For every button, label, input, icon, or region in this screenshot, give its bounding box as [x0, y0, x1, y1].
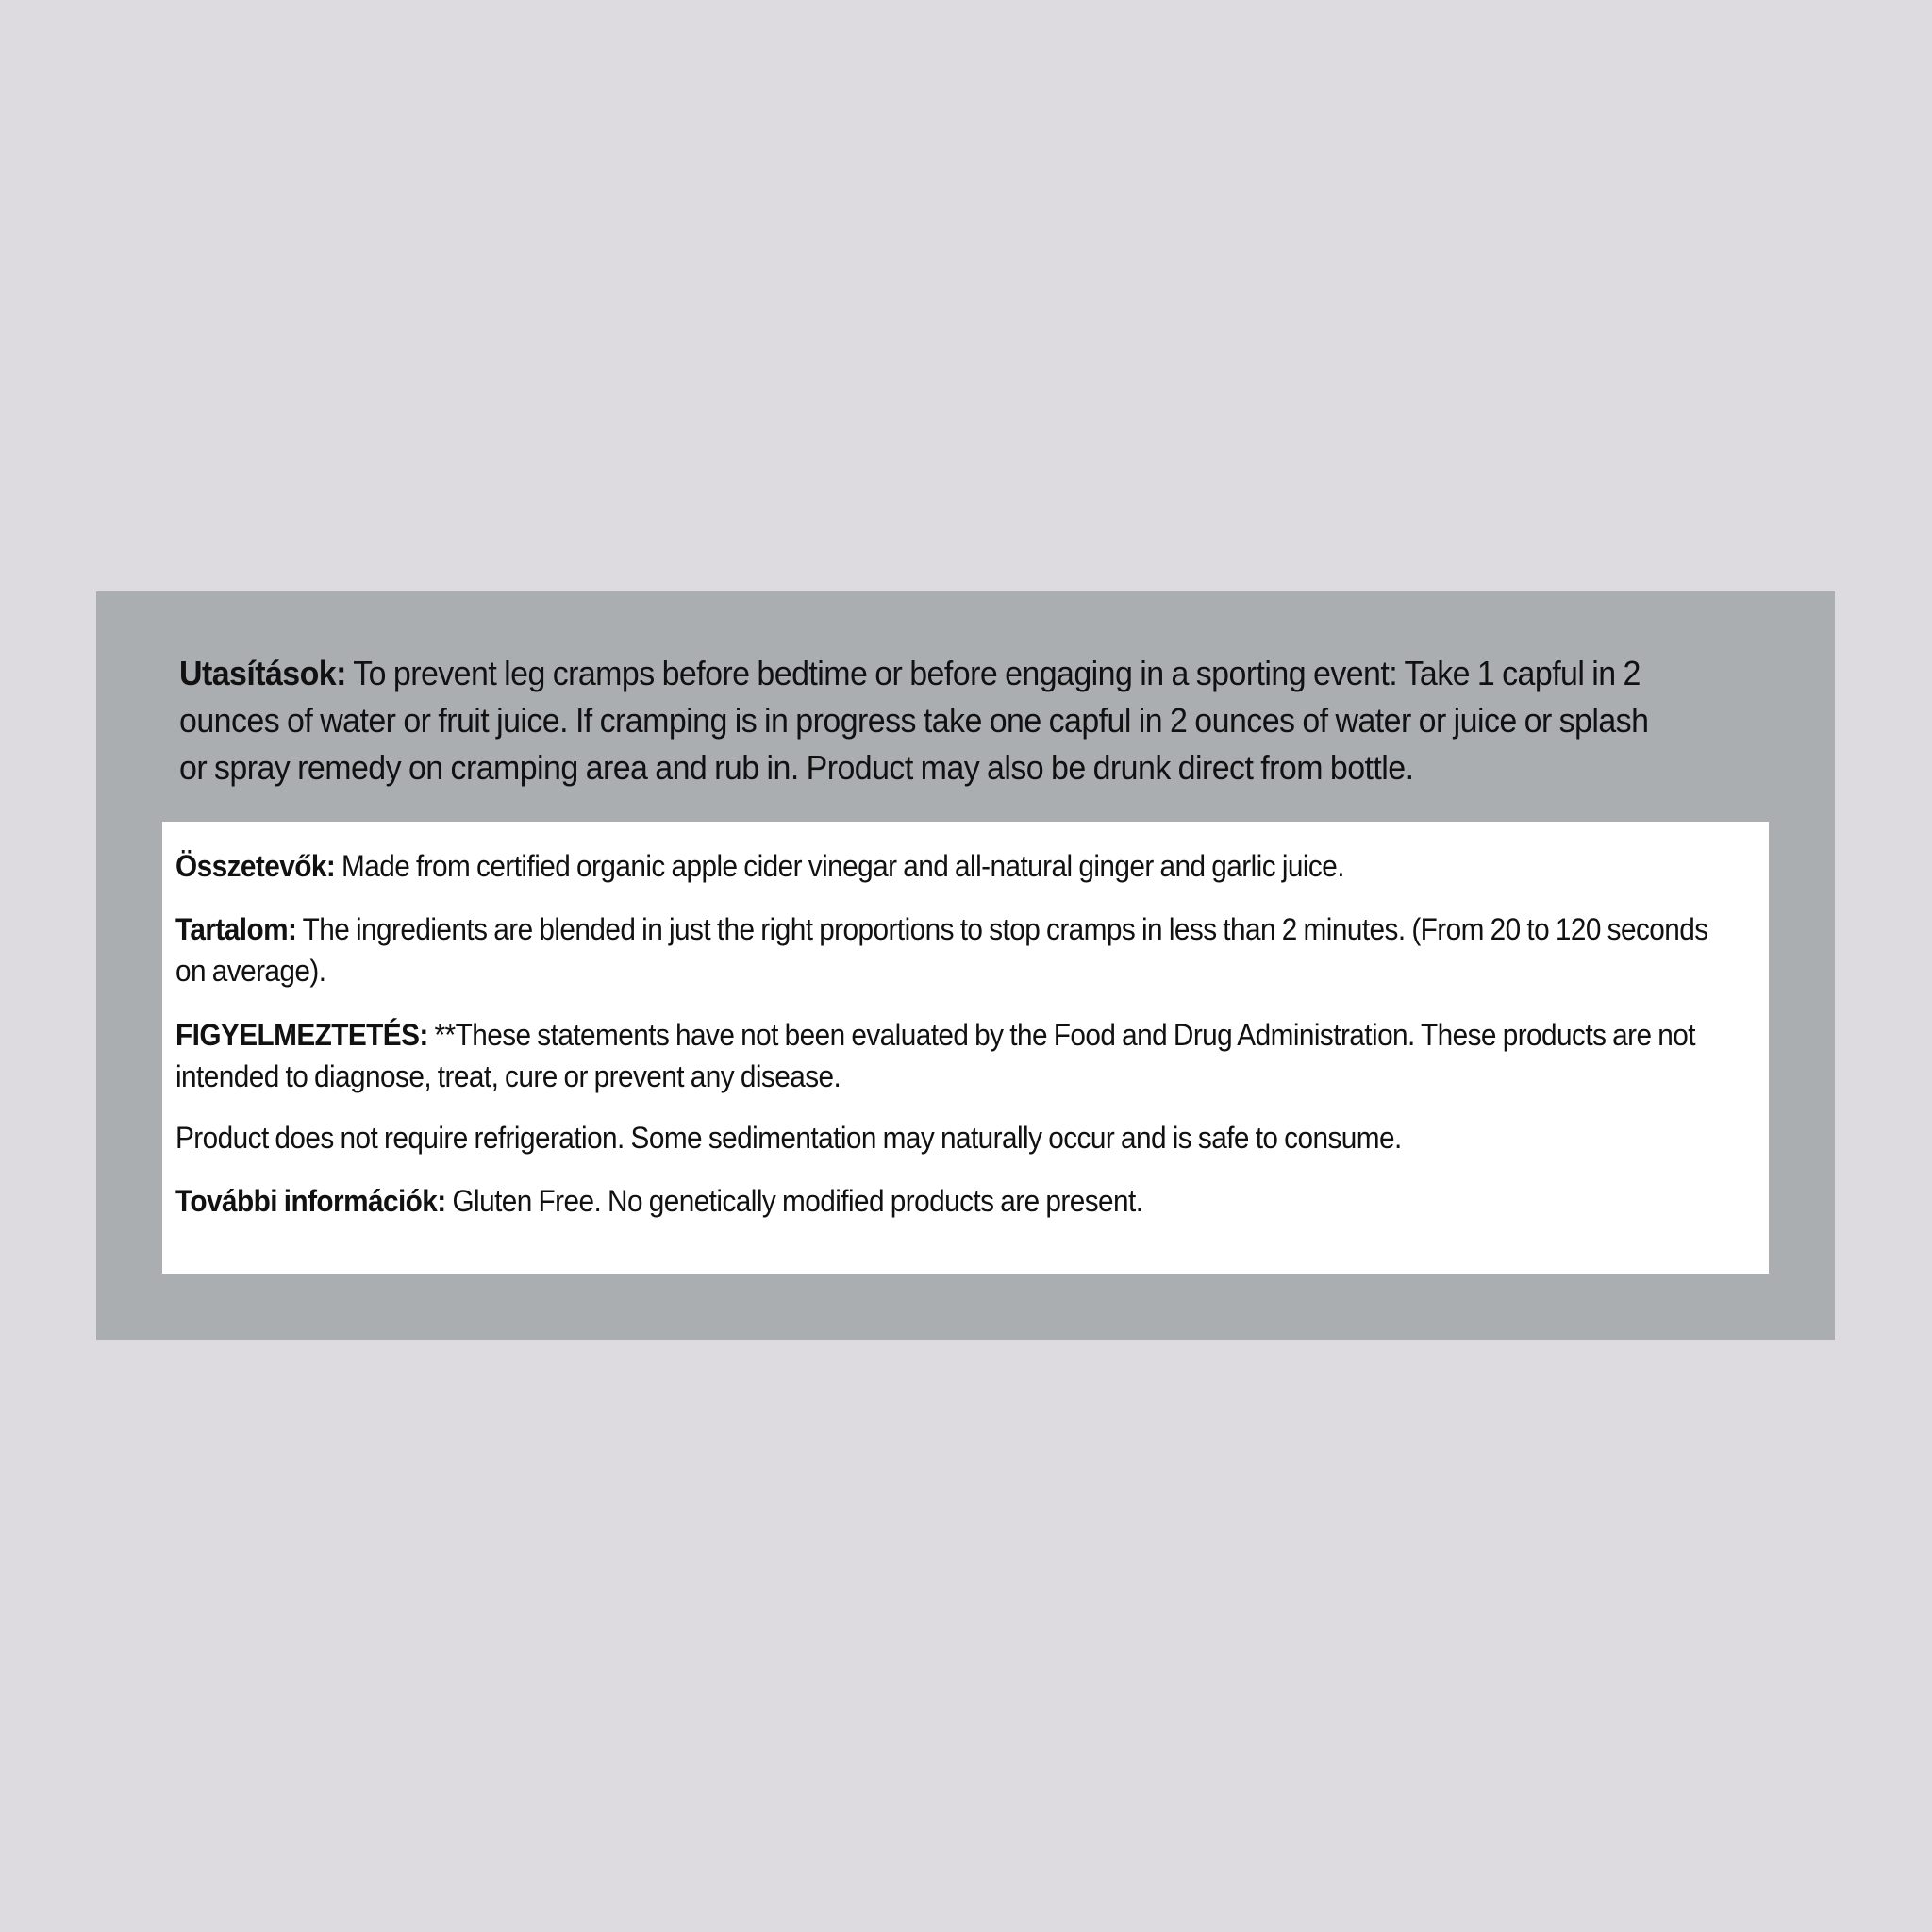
content-paragraph [175, 908, 1728, 991]
content-label: Tartalom: [175, 912, 297, 946]
ingredients-label: Összetevők: [175, 849, 336, 883]
directions-paragraph [179, 650, 1671, 791]
ingredients-paragraph [175, 845, 1728, 887]
storage-text: Product does not require refrigeration. Some sedimentation may naturally occur and is safe to consume. [175, 1121, 1402, 1155]
warning-paragraph [175, 1014, 1728, 1097]
warning-text: **These statements have not been evaluated by the Food and Drug Administration. These products are not intended to diagnose, treat, cure or prevent any disease. [175, 1018, 1695, 1093]
ingredients-text: Made from certified organic apple cider vinegar and all-natural ginger and garlic juice. [341, 849, 1344, 883]
directions-label: Utasítások: [179, 654, 346, 692]
warning-label: FIGYELMEZTETÉS: [175, 1018, 428, 1052]
additional-info-label: További információk: [175, 1184, 446, 1218]
storage-paragraph [175, 1117, 1728, 1158]
product-label-panel [96, 591, 1835, 1340]
additional-info-text: Gluten Free. No genetically modified products are present. [452, 1184, 1143, 1218]
content-text: The ingredients are blended in just the right proportions to stop cramps in less than 2 minutes. (From 20 to 120 seconds on average). [175, 912, 1708, 988]
info-box [162, 822, 1769, 1274]
directions-text: To prevent leg cramps before bedtime or before engaging in a sporting event: Take 1 capful in 2 ounces of water or fruit juice. If cramping is in progress take one capful in 2 ounces of water or juice or splash or spray remedy on cramping area and rub in. Product may also be drunk direct from bottle. [179, 654, 1649, 787]
additional-info-paragraph [175, 1180, 1728, 1222]
